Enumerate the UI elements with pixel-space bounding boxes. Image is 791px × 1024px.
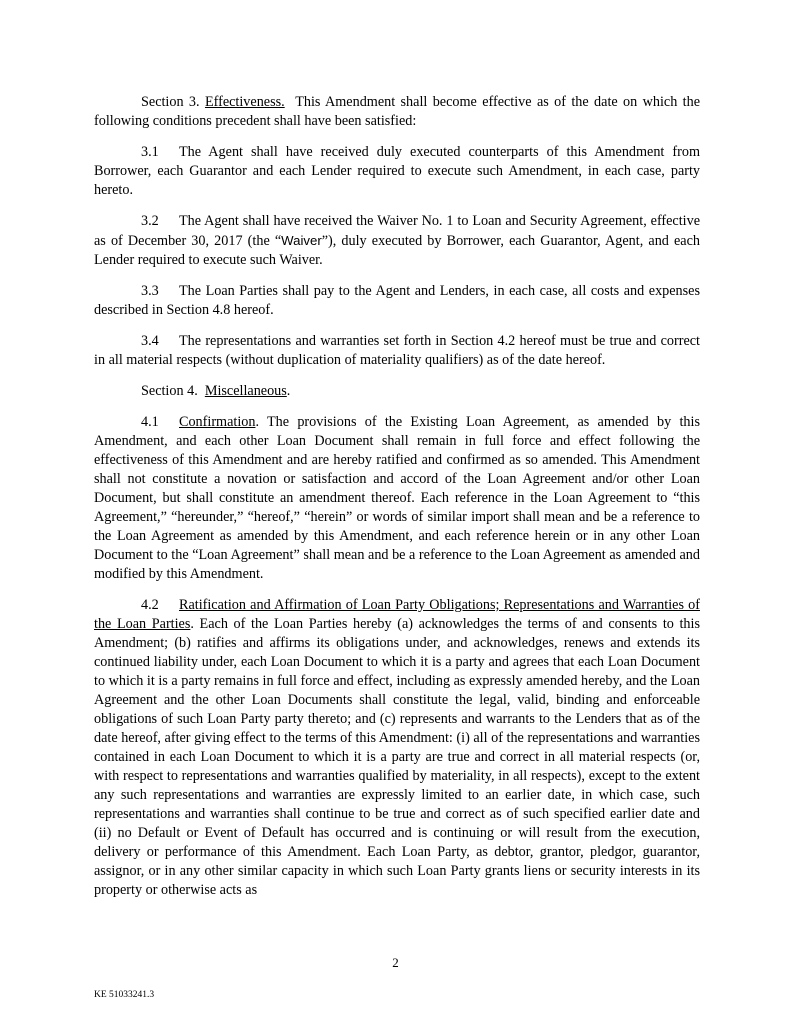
item-3-2 [94,212,700,270]
item-number: 3.1 [141,144,159,160]
item-number: 4.1 [141,414,159,430]
document-body [94,93,700,912]
item-text-continued: ”), duly executed by Borrower, each Guarantor, Agent, and each Lender required to execute such Waiver. [94,233,700,268]
section-4-period: . [286,383,291,399]
item-3-1 [94,143,700,200]
item-number: 3.3 [141,283,159,299]
page-number: 2 [392,955,399,970]
item-4-1 [94,413,700,584]
item-3-3 [94,282,700,320]
item-text: The Agent shall have received duly executed counterparts of this Amendment from Borrower, each Guarantor and each Lender required to execute such Amendment, in each case, party hereto. [94,144,700,198]
section-4-heading [94,382,700,401]
item-number: 4.2 [141,597,159,613]
document-id: KE 51033241.3 [94,990,155,1000]
section-4-title: Miscellaneous [204,383,287,399]
item-4-1-title: Confirmation [179,414,256,430]
section-3-label: Section 3. [141,94,200,110]
item-text: . Each of the Loan Parties hereby (a) acknowledges the terms of and consents to this Amendment; (b) ratifies and affirms its obligations under, and acknowledges, renews and extends its continued liability under, each Loan Document to which it is a party and agrees that each Loan Document to which it is a party remains in full force and effect, including as expressly amended hereby, and the Loan Agreement and the other Loan Documents shall constitute the legal, valid, binding and enforceable obligations of such Loan Party party thereto; and (c) represents and warrants to the Lenders that as of the date hereof, after giving effect to the terms of this Amendment: (i) all of the representations and warranties contained in each Loan Document to which it is a party are true and correct in all material respects (or, with respect to representations and warranties qualified by materiality, in all respects), except to the extent any such representations and warranties are expressly limited to an earlier date, in which case, such representations and warranties shall continue to be true and correct as of such specified earlier date and (ii) no Default or Event of Default has occurred and is continuing or will result from the execution, delivery or performance of this Amendment. Each Loan Party, as debtor, grantor, pledgor, guarantor, assignor, or in any other similar capacity in which such Loan Party grants liens or security interests in its property or otherwise acts as [94,616,700,898]
section-3-title: Effectiveness. [204,94,285,110]
item-number: 3.4 [141,333,159,349]
item-number: 3.2 [141,213,159,229]
section-3-text: This Amendment shall become effective as of the date on which the following conditions precedent shall have been satisfied: [94,94,701,129]
item-text: The Agent shall have received the Waiver No. 1 to Loan and Security Agreement, effective as of December 30, 2017 (the “ [94,213,700,249]
item-text: . The provisions of the Existing Loan Agreement, as amended by this Amendment, and each other Loan Document shall remain in full force and effect following the effectiveness of this Amendment and are hereby ratified and confirmed as so amended. This Amendment shall not constitute a novation or satisfaction and accord of the Loan Agreement and/or other Loan Document, but shall constitute an amendment thereof. Each reference in the Loan Agreement to “this Agreement,” “hereunder,” “hereof,” “herein” or words of similar import shall mean and be a reference to the Loan Agreement as amended by this Amendment, and each reference herein or in any other Loan Document to the “Loan Agreement” shall mean and be a reference to the Loan Agreement as amended and modified by this Amendment. [94,414,700,582]
item-3-4 [94,332,700,370]
defined-term-waiver: Waiver [281,233,322,248]
item-text: The representations and warranties set forth in Section 4.2 hereof must be true and correct in all material respects (without duplication of materiality qualifiers) as of the date hereof. [94,333,700,368]
section-4-label: Section 4. [141,383,198,399]
item-text: The Loan Parties shall pay to the Agent and Lenders, in each case, all costs and expenses described in Section 4.8 hereof. [94,283,700,318]
item-4-2 [94,596,700,900]
item-4-2-title: Ratification and Affirmation of Loan Party Obligations; Representations and Warranties of the Loan Parties [94,597,700,632]
section-3-paragraph [94,93,700,131]
